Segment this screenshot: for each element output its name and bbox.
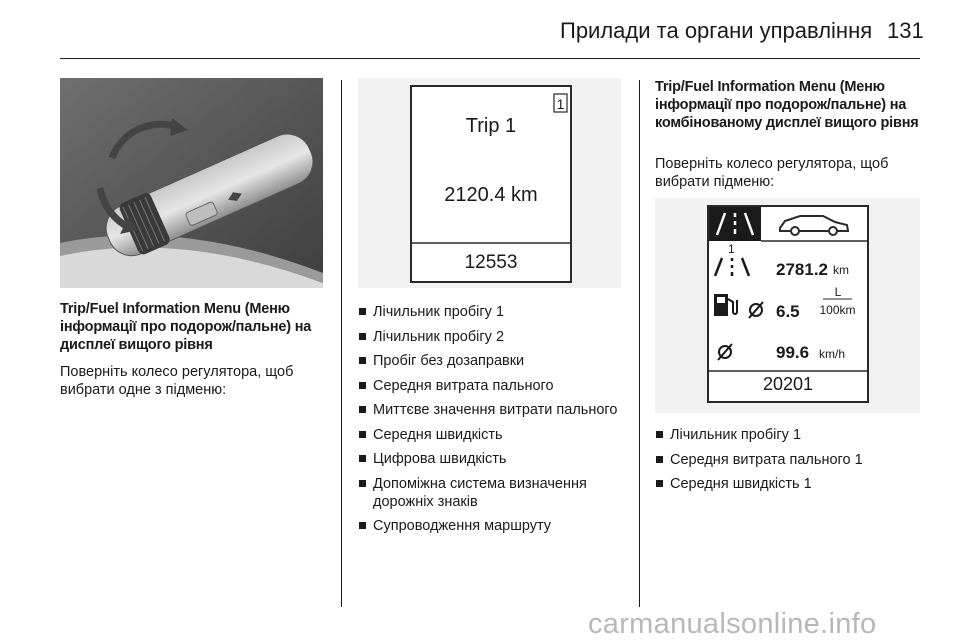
- combined-display-speed-unit: km/h: [819, 347, 846, 361]
- combined-display-odometer: 20201: [762, 374, 814, 394]
- trip-display-corner-badge: 1: [556, 96, 565, 112]
- trip-display-odometer: 12553: [464, 252, 518, 273]
- right-section-paragraph: Поверніть колесо регулятора, щоб вибрати підменю:: [655, 156, 889, 190]
- header-rule: [60, 58, 920, 59]
- trip-display-title: Trip 1: [465, 115, 517, 137]
- left-section-heading: Trip/Fuel Information Menu (Меню інформації про подорож/пальне) на дисплеї вищого рівня: [60, 301, 312, 353]
- combined-display-fuel-unit-top: L: [834, 285, 842, 299]
- list-item: Миттєве значення витрати пального: [358, 401, 633, 419]
- list-item: Лічильник пробігу 1: [655, 426, 920, 444]
- combined-display-trip-unit: km: [833, 263, 849, 277]
- trip-display-distance: 2120.4 km: [444, 184, 538, 206]
- list-item: Допоміжна система визначення дорожніх знаків: [358, 475, 633, 511]
- right-submenu-list: [655, 426, 920, 500]
- combined-display-trip-value: 2781.2: [776, 260, 828, 279]
- list-item: Середня швидкість: [358, 426, 633, 444]
- page-number: 131: [887, 18, 924, 43]
- left-section-paragraph: Поверніть колесо регулятора, щоб вибрати одне з підменю:: [60, 364, 294, 398]
- list-item: Лічильник пробігу 1: [358, 303, 633, 321]
- list-item: Цифрова швидкість: [358, 450, 633, 468]
- list-item: Середня витрата пального: [358, 377, 633, 395]
- combined-display-fuel-value: 6.5: [776, 302, 800, 321]
- list-item: Пробіг без дозаправки: [358, 352, 633, 370]
- turn-signal-lever-image: [60, 78, 323, 288]
- middle-submenu-list: [358, 303, 633, 542]
- list-item: Лічильник пробігу 2: [358, 328, 633, 346]
- list-item: Супроводження маршруту: [358, 517, 633, 535]
- page-header-title: Прилади та органи управління: [560, 18, 873, 43]
- right-section-heading: Trip/Fuel Information Menu (Меню інформації про подорож/пальне) на комбінованому дисплеї вищого рівня: [655, 79, 919, 131]
- list-item: Середня витрата пального 1: [655, 451, 920, 469]
- list-item: Середня швидкість 1: [655, 475, 920, 493]
- combined-display-fuel-unit-bottom: 100km: [819, 303, 856, 317]
- column-divider-2: [639, 80, 640, 607]
- combined-display-speed-value: 99.6: [776, 343, 810, 362]
- column-divider-1: [341, 80, 342, 607]
- combined-display-trip-index: 1: [728, 242, 735, 256]
- watermark: carmanualsonline.info: [588, 608, 877, 640]
